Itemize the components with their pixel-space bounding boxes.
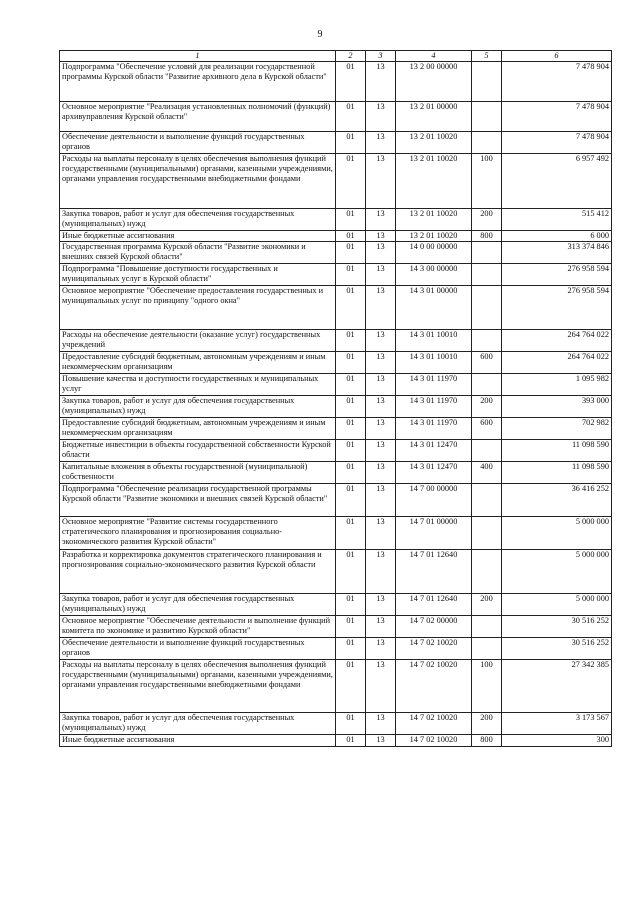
cell-amount: 7 478 904 bbox=[502, 62, 612, 102]
cell-subsection: 13 bbox=[366, 374, 396, 396]
cell-target-code: 13 2 01 10020 bbox=[396, 132, 472, 154]
table-row bbox=[60, 594, 612, 616]
cell-target-code: 14 3 00 00000 bbox=[396, 264, 472, 286]
table-row bbox=[60, 638, 612, 660]
table-row bbox=[60, 735, 612, 747]
table-row bbox=[60, 484, 612, 517]
cell-subsection: 13 bbox=[366, 616, 396, 638]
cell-subsection: 13 bbox=[366, 286, 396, 330]
cell-section: 01 bbox=[336, 352, 366, 374]
cell-expense-type bbox=[472, 638, 502, 660]
column-header: 2 bbox=[336, 51, 366, 62]
cell-description: Закупка товаров, работ и услуг для обеспечения государственных (муниципальных) нужд bbox=[60, 209, 336, 231]
table-row bbox=[60, 154, 612, 209]
cell-subsection: 13 bbox=[366, 231, 396, 242]
cell-target-code: 14 7 01 12640 bbox=[396, 550, 472, 594]
cell-amount: 5 000 000 bbox=[502, 550, 612, 594]
header-row bbox=[60, 51, 612, 62]
cell-amount: 11 098 590 bbox=[502, 440, 612, 462]
cell-amount: 264 764 022 bbox=[502, 352, 612, 374]
cell-target-code: 14 7 02 10020 bbox=[396, 735, 472, 747]
cell-expense-type bbox=[472, 264, 502, 286]
cell-expense-type: 200 bbox=[472, 209, 502, 231]
cell-expense-type: 400 bbox=[472, 462, 502, 484]
cell-section: 01 bbox=[336, 102, 366, 132]
table-row bbox=[60, 242, 612, 264]
cell-description: Основное мероприятие "Реализация установленных полномочий (функций) архивуправления Курской области" bbox=[60, 102, 336, 132]
cell-expense-type: 600 bbox=[472, 418, 502, 440]
cell-target-code: 14 7 02 10020 bbox=[396, 713, 472, 735]
table-row bbox=[60, 132, 612, 154]
cell-description: Предоставление субсидий бюджетным, автономным учреждениям и иным некоммерческим организациям bbox=[60, 352, 336, 374]
cell-expense-type: 100 bbox=[472, 660, 502, 713]
budget-table bbox=[59, 50, 612, 747]
cell-subsection: 13 bbox=[366, 418, 396, 440]
cell-amount: 515 412 bbox=[502, 209, 612, 231]
cell-section: 01 bbox=[336, 550, 366, 594]
cell-amount: 7 478 904 bbox=[502, 102, 612, 132]
cell-subsection: 13 bbox=[366, 735, 396, 747]
cell-subsection: 13 bbox=[366, 330, 396, 352]
cell-amount: 1 095 982 bbox=[502, 374, 612, 396]
table-row bbox=[60, 374, 612, 396]
cell-description: Расходы на обеспечение деятельности (оказание услуг) государственных учреждений bbox=[60, 330, 336, 352]
page-number: 9 bbox=[317, 29, 323, 40]
cell-expense-type bbox=[472, 374, 502, 396]
cell-target-code: 14 3 01 11970 bbox=[396, 396, 472, 418]
cell-amount: 393 000 bbox=[502, 396, 612, 418]
cell-target-code: 14 7 02 10020 bbox=[396, 638, 472, 660]
table-row bbox=[60, 440, 612, 462]
cell-subsection: 13 bbox=[366, 517, 396, 550]
cell-section: 01 bbox=[336, 517, 366, 550]
cell-description: Капитальные вложения в объекты государственной (муниципальной) собственности bbox=[60, 462, 336, 484]
cell-description: Обеспечение деятельности и выполнение функций государственных органов bbox=[60, 638, 336, 660]
cell-section: 01 bbox=[336, 735, 366, 747]
cell-section: 01 bbox=[336, 209, 366, 231]
table-row bbox=[60, 286, 612, 330]
cell-description: Закупка товаров, работ и услуг для обеспечения государственных (муниципальных) нужд bbox=[60, 713, 336, 735]
table-row bbox=[60, 713, 612, 735]
cell-section: 01 bbox=[336, 154, 366, 209]
table-row bbox=[60, 231, 612, 242]
table-row bbox=[60, 352, 612, 374]
cell-description: Подпрограмма "Обеспечение реализации государственной программы Курской области "Развитие экономики и внешних связей Курской области" bbox=[60, 484, 336, 517]
cell-section: 01 bbox=[336, 330, 366, 352]
table-row bbox=[60, 102, 612, 132]
cell-section: 01 bbox=[336, 286, 366, 330]
cell-subsection: 13 bbox=[366, 264, 396, 286]
cell-expense-type bbox=[472, 517, 502, 550]
cell-amount: 27 342 385 bbox=[502, 660, 612, 713]
table-row bbox=[60, 264, 612, 286]
cell-subsection: 13 bbox=[366, 209, 396, 231]
column-header: 4 bbox=[396, 51, 472, 62]
cell-description: Расходы на выплаты персоналу в целях обеспечения выполнения функций государственными (муниципальными) органами, казенными учреждениями, органами управления государственными внебюджетными фондами bbox=[60, 660, 336, 713]
cell-subsection: 13 bbox=[366, 242, 396, 264]
cell-expense-type bbox=[472, 62, 502, 102]
cell-section: 01 bbox=[336, 638, 366, 660]
cell-subsection: 13 bbox=[366, 132, 396, 154]
cell-target-code: 14 3 01 10010 bbox=[396, 330, 472, 352]
table-row bbox=[60, 517, 612, 550]
cell-target-code: 13 2 01 00000 bbox=[396, 102, 472, 132]
cell-subsection: 13 bbox=[366, 713, 396, 735]
cell-section: 01 bbox=[336, 242, 366, 264]
cell-description: Основное мероприятие "Обеспечение предоставления государственных и муниципальных услуг по принципу "одного окна" bbox=[60, 286, 336, 330]
cell-section: 01 bbox=[336, 484, 366, 517]
cell-subsection: 13 bbox=[366, 462, 396, 484]
cell-expense-type: 200 bbox=[472, 396, 502, 418]
cell-section: 01 bbox=[336, 132, 366, 154]
cell-section: 01 bbox=[336, 594, 366, 616]
cell-target-code: 13 2 01 10020 bbox=[396, 154, 472, 209]
cell-description: Подпрограмма "Повышение доступности государственных и муниципальных услуг в Курской области" bbox=[60, 264, 336, 286]
cell-expense-type bbox=[472, 132, 502, 154]
cell-description: Основное мероприятие "Обеспечение деятельности и выполнение функций комитета по экономике и развитию Курской области" bbox=[60, 616, 336, 638]
cell-amount: 5 000 000 bbox=[502, 594, 612, 616]
cell-subsection: 13 bbox=[366, 660, 396, 713]
table-row bbox=[60, 660, 612, 713]
cell-expense-type: 200 bbox=[472, 713, 502, 735]
cell-description: Бюджетные инвестиции в объекты государственной собственности Курской области bbox=[60, 440, 336, 462]
cell-section: 01 bbox=[336, 462, 366, 484]
cell-section: 01 bbox=[336, 264, 366, 286]
cell-expense-type bbox=[472, 440, 502, 462]
cell-amount: 6 000 bbox=[502, 231, 612, 242]
table-row bbox=[60, 330, 612, 352]
cell-description: Расходы на выплаты персоналу в целях обеспечения выполнения функций государственными (муниципальными) органами, казенными учреждениями, органами управления государственными внебюджетными фондами bbox=[60, 154, 336, 209]
cell-subsection: 13 bbox=[366, 154, 396, 209]
cell-description: Закупка товаров, работ и услуг для обеспечения государственных (муниципальных) нужд bbox=[60, 594, 336, 616]
table-row bbox=[60, 209, 612, 231]
cell-section: 01 bbox=[336, 231, 366, 242]
cell-expense-type bbox=[472, 286, 502, 330]
cell-target-code: 14 7 01 00000 bbox=[396, 517, 472, 550]
cell-expense-type: 800 bbox=[472, 231, 502, 242]
cell-subsection: 13 bbox=[366, 396, 396, 418]
cell-subsection: 13 bbox=[366, 638, 396, 660]
column-header: 1 bbox=[60, 51, 336, 62]
cell-target-code: 14 3 01 12470 bbox=[396, 462, 472, 484]
cell-subsection: 13 bbox=[366, 594, 396, 616]
cell-target-code: 14 3 01 00000 bbox=[396, 286, 472, 330]
cell-expense-type bbox=[472, 242, 502, 264]
cell-section: 01 bbox=[336, 418, 366, 440]
cell-expense-type: 100 bbox=[472, 154, 502, 209]
cell-description: Иные бюджетные ассигнования bbox=[60, 231, 336, 242]
cell-target-code: 14 3 01 11970 bbox=[396, 374, 472, 396]
cell-amount: 3 173 567 bbox=[502, 713, 612, 735]
cell-section: 01 bbox=[336, 616, 366, 638]
cell-subsection: 13 bbox=[366, 102, 396, 132]
table-row bbox=[60, 418, 612, 440]
cell-target-code: 14 7 02 10020 bbox=[396, 660, 472, 713]
cell-target-code: 14 3 01 10010 bbox=[396, 352, 472, 374]
cell-expense-type bbox=[472, 484, 502, 517]
column-header: 6 bbox=[502, 51, 612, 62]
cell-expense-type bbox=[472, 550, 502, 594]
cell-expense-type: 200 bbox=[472, 594, 502, 616]
cell-description: Повышение качества и доступности государственных и муниципальных услуг bbox=[60, 374, 336, 396]
cell-target-code: 14 7 02 00000 bbox=[396, 616, 472, 638]
cell-amount: 702 982 bbox=[502, 418, 612, 440]
cell-target-code: 14 7 01 12640 bbox=[396, 594, 472, 616]
cell-amount: 300 bbox=[502, 735, 612, 747]
cell-amount: 30 516 252 bbox=[502, 616, 612, 638]
table-row bbox=[60, 396, 612, 418]
cell-description: Иные бюджетные ассигнования bbox=[60, 735, 336, 747]
cell-target-code: 14 7 00 00000 bbox=[396, 484, 472, 517]
cell-description: Обеспечение деятельности и выполнение функций государственных органов bbox=[60, 132, 336, 154]
cell-section: 01 bbox=[336, 440, 366, 462]
cell-target-code: 14 0 00 00000 bbox=[396, 242, 472, 264]
cell-subsection: 13 bbox=[366, 62, 396, 102]
cell-amount: 7 478 904 bbox=[502, 132, 612, 154]
cell-subsection: 13 bbox=[366, 440, 396, 462]
cell-expense-type: 600 bbox=[472, 352, 502, 374]
table-row bbox=[60, 550, 612, 594]
cell-description: Государственная программа Курской области "Развитие экономики и внешних связей Курской области" bbox=[60, 242, 336, 264]
cell-amount: 264 764 022 bbox=[502, 330, 612, 352]
cell-description: Предоставление субсидий бюджетным, автономным учреждениям и иным некоммерческим организациям bbox=[60, 418, 336, 440]
cell-expense-type: 800 bbox=[472, 735, 502, 747]
cell-amount: 30 516 252 bbox=[502, 638, 612, 660]
cell-section: 01 bbox=[336, 660, 366, 713]
table-row bbox=[60, 62, 612, 102]
cell-section: 01 bbox=[336, 62, 366, 102]
cell-target-code: 13 2 01 10020 bbox=[396, 231, 472, 242]
cell-amount: 276 958 594 bbox=[502, 264, 612, 286]
cell-section: 01 bbox=[336, 396, 366, 418]
cell-amount: 313 374 846 bbox=[502, 242, 612, 264]
cell-target-code: 13 2 01 10020 bbox=[396, 209, 472, 231]
column-header: 5 bbox=[472, 51, 502, 62]
cell-expense-type bbox=[472, 102, 502, 132]
cell-amount: 11 098 590 bbox=[502, 462, 612, 484]
cell-amount: 276 958 594 bbox=[502, 286, 612, 330]
cell-subsection: 13 bbox=[366, 550, 396, 594]
cell-target-code: 14 3 01 11970 bbox=[396, 418, 472, 440]
cell-amount: 5 000 000 bbox=[502, 517, 612, 550]
cell-description: Закупка товаров, работ и услуг для обеспечения государственных (муниципальных) нужд bbox=[60, 396, 336, 418]
cell-section: 01 bbox=[336, 713, 366, 735]
table-row bbox=[60, 462, 612, 484]
table-row bbox=[60, 616, 612, 638]
cell-description: Основное мероприятие "Развитие системы государственного стратегического планирования и прогнозирования социально-экономического развития Курской области" bbox=[60, 517, 336, 550]
cell-description: Подпрограмма "Обеспечение условий для реализации государственной программы Курской области "Развитие архивного дела в Курской области" bbox=[60, 62, 336, 102]
cell-description: Разработка и корректировка документов стратегического планирования и прогнозирования социально-экономического развития Курской области bbox=[60, 550, 336, 594]
cell-subsection: 13 bbox=[366, 484, 396, 517]
cell-target-code: 13 2 00 00000 bbox=[396, 62, 472, 102]
cell-target-code: 14 3 01 12470 bbox=[396, 440, 472, 462]
cell-section: 01 bbox=[336, 374, 366, 396]
cell-amount: 6 957 492 bbox=[502, 154, 612, 209]
cell-expense-type bbox=[472, 330, 502, 352]
column-header: 3 bbox=[366, 51, 396, 62]
cell-subsection: 13 bbox=[366, 352, 396, 374]
cell-expense-type bbox=[472, 616, 502, 638]
cell-amount: 36 416 252 bbox=[502, 484, 612, 517]
